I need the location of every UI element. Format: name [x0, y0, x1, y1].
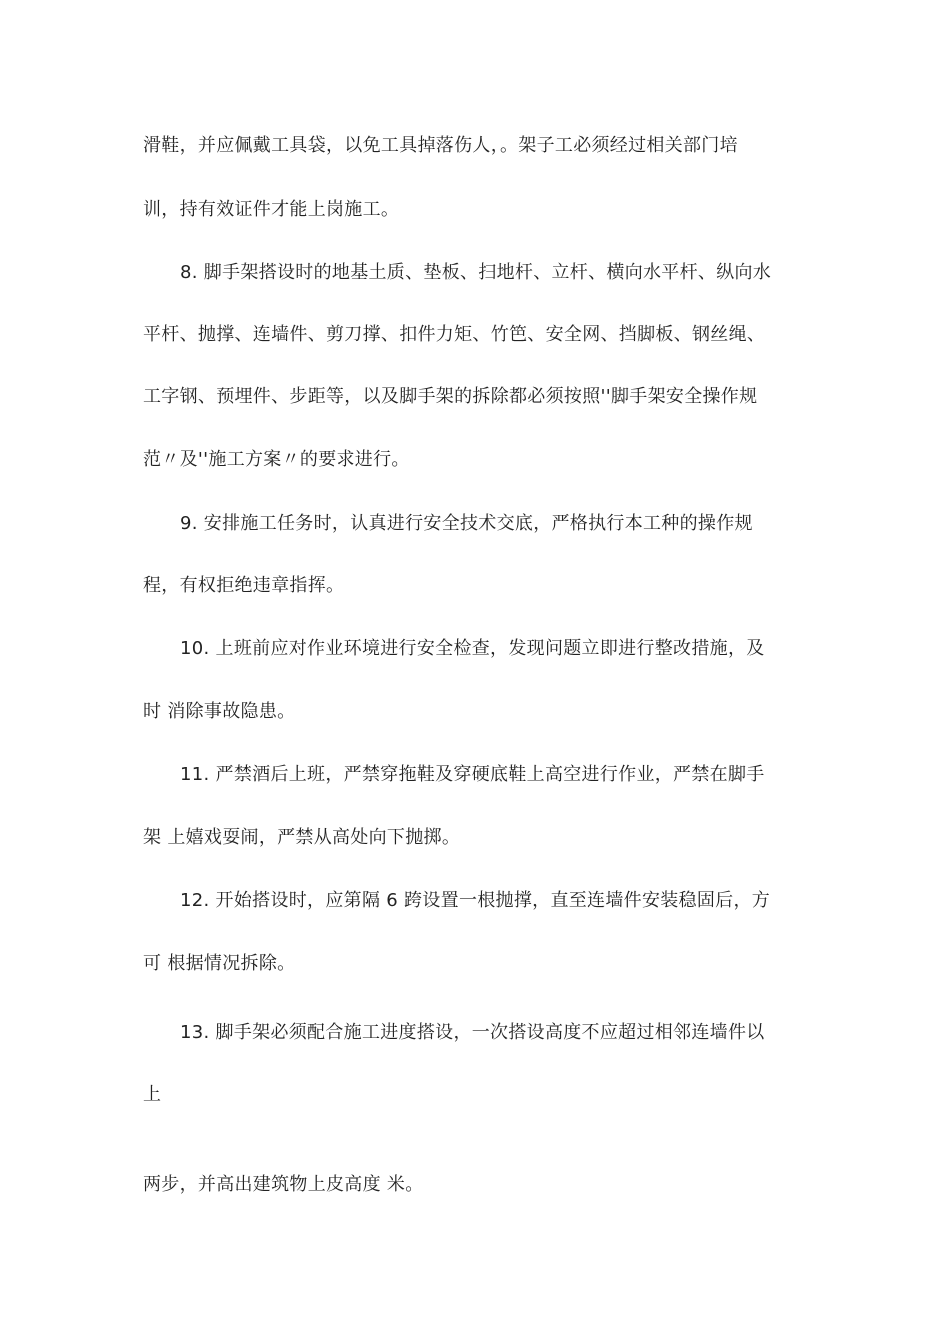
- item-10-line-1: 10. 上班前应对作业环境进行安全检查，发现问题立即进行整改措施，及: [180, 638, 765, 659]
- item-8-line-3: 工字钢、预埋件、步距等，以及脚手架的拆除都必须按照''脚手架安全操作规: [143, 386, 758, 407]
- item-13-line-1: 13. 脚手架必须配合施工进度搭设，一次搭设高度不应超过相邻连墙件以: [180, 1022, 765, 1043]
- item-9-line-1: 9. 安排施工任务时，认真进行安全技术交底，严格执行本工种的操作规: [180, 513, 753, 534]
- item-8-line-1: 8. 脚手架搭设时的地基土质、垫板、扫地杆、立杆、横向水平杆、纵向水: [180, 262, 772, 283]
- text-line-2: 训，持有效证件才能上岗施工。: [143, 199, 400, 220]
- item-11-line-1: 11. 严禁酒后上班，严禁穿拖鞋及穿硬底鞋上高空进行作业，严禁在脚手: [180, 764, 765, 785]
- item-10-line-2: 时 消除事故隐患。: [143, 701, 296, 722]
- item-9-line-2: 程，有权拒绝违章指挥。: [143, 575, 345, 596]
- item-13-line-3: 两步，并高出建筑物上皮高度 米。: [143, 1174, 424, 1195]
- text-line-1: 滑鞋，并应佩戴工具袋，以免工具掉落伤人，。架子工必须经过相关部门培: [143, 135, 738, 156]
- item-8-line-4: 范〃及''施工方案〃的要求进行。: [143, 449, 410, 470]
- item-13-line-2: 上: [143, 1084, 162, 1105]
- item-8-line-2: 平杆、抛撑、连墙件、剪刀撑、扣件力矩、竹笆、安全网、挡脚板、钢丝绳、: [143, 324, 766, 345]
- item-11-line-2: 架 上嬉戏耍闹，严禁从高处向下抛掷。: [143, 827, 461, 848]
- item-12-line-1: 12. 开始搭设时，应第隔 6 跨设置一根抛撑，直至连墙件安装稳固后，方: [180, 890, 771, 911]
- item-12-line-2: 可 根据情况拆除。: [143, 953, 296, 974]
